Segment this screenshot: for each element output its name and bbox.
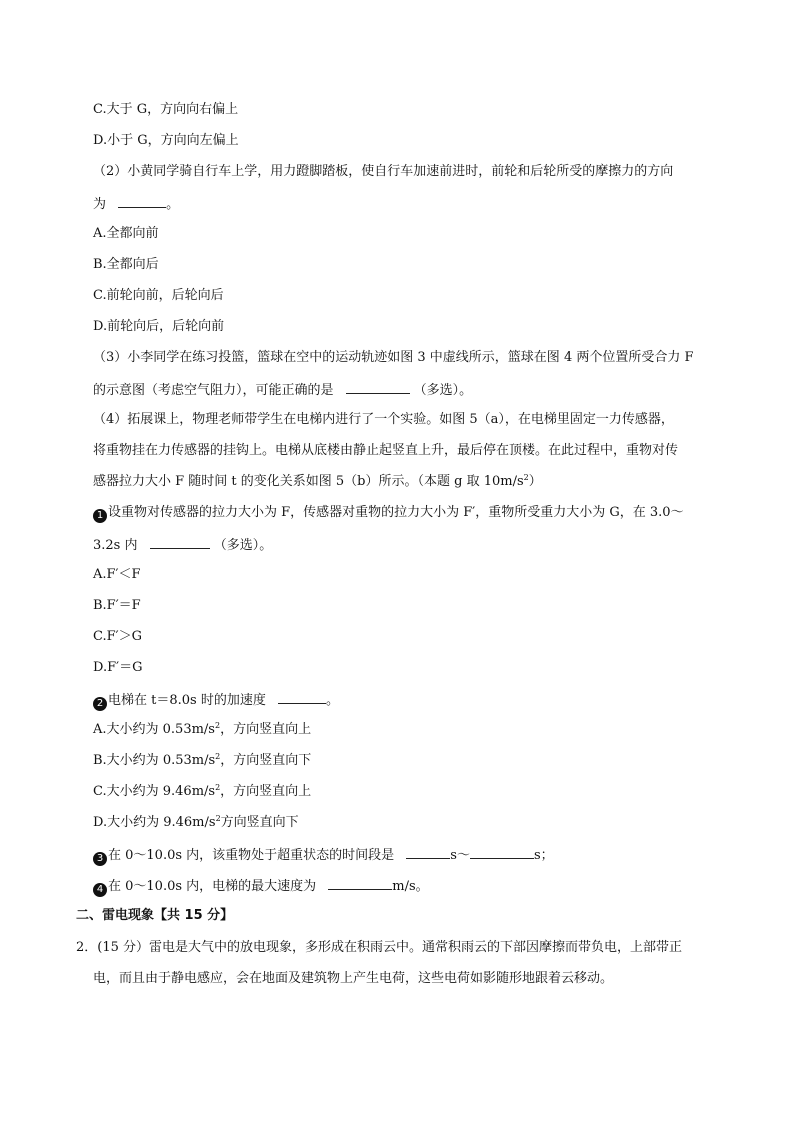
q4-sub2-a-post: ，方向竖直向上 bbox=[220, 722, 312, 737]
q4-sub2-option-d bbox=[93, 814, 299, 832]
q4-sub2-c-pre: C.大小约为 9.46m/s bbox=[93, 784, 216, 799]
q1-option-d: D.小于 G，方向向左偏上 bbox=[93, 133, 239, 148]
q4-sub1-line2 bbox=[93, 535, 272, 555]
q4-sub1-option-a: A.F′＜F bbox=[93, 567, 141, 582]
q4-sub2-c-sup: 2 bbox=[215, 783, 221, 792]
q4-sub2-post: 。 bbox=[325, 693, 339, 708]
q4-sub1-number: 1 bbox=[93, 509, 107, 523]
q2-answer-blank[interactable] bbox=[118, 194, 166, 208]
q4-sub2-option-b bbox=[93, 752, 311, 770]
q4-sub2-d-sup: 2 bbox=[215, 814, 221, 823]
q4-sub1-line1 bbox=[93, 504, 684, 523]
q2-option-a: A.全都向前 bbox=[93, 226, 159, 241]
q2-option-b: B.全都向后 bbox=[93, 257, 159, 272]
q4-sub3-answer-blank-end[interactable] bbox=[470, 845, 534, 859]
q2-stem-post: 。 bbox=[166, 197, 180, 212]
q4-sub2-number: 2 bbox=[93, 697, 107, 711]
section-heading: 二、雷电现象【共 15 分】 bbox=[76, 908, 234, 923]
q2-option-c: C.前轮向前，后轮向后 bbox=[93, 288, 224, 303]
q4-sub1-answer-blank[interactable] bbox=[150, 535, 210, 549]
q4-sub2-option-c bbox=[93, 783, 311, 801]
q4-sub3-post: s； bbox=[533, 848, 554, 863]
q4-sub2-b-post: ，方向竖直向下 bbox=[220, 753, 312, 768]
q3-stem-line2 bbox=[93, 380, 472, 400]
q1-option-c: C.大于 G，方向向右偏上 bbox=[93, 102, 239, 117]
q2-option-d: D.前轮向后，后轮向前 bbox=[93, 319, 225, 334]
q4-sub1-option-c: C.F′＞G bbox=[93, 629, 142, 644]
q2-stem-line1: （2）小黄同学骑自行车上学，用力蹬脚踏板，使自行车加速前进时，前轮和后轮所受的摩擦力的方向 bbox=[93, 164, 674, 179]
q4-sub2-d-post: 方向竖直向下 bbox=[220, 815, 299, 830]
q4-sub4-pre: 在 0～10.0s 内，电梯的最大速度为 bbox=[108, 879, 317, 894]
q4-stem-line2: 将重物挂在力传感器的挂钩上。电梯从底楼由静止起竖直上升，最后停在顶楼。在此过程中，重物对传 bbox=[93, 443, 679, 458]
q4-sub2-b-sup: 2 bbox=[215, 752, 221, 761]
q4-sub2-d-pre: D.大小约为 9.46m/s bbox=[93, 815, 216, 830]
q4-sub2-option-a bbox=[93, 721, 311, 739]
q4-sub1-line2-post: （多选）。 bbox=[213, 538, 273, 553]
q4-sub2-stem bbox=[93, 690, 339, 711]
q4-sub4-post: m/s。 bbox=[392, 879, 429, 894]
q4-sub2-a-sup: 2 bbox=[214, 721, 221, 730]
q2-section-line2: 电，而且由于静电感应，会在地面及建筑物上产生电荷，这些电荷如影随形地跟着云移动。 bbox=[93, 971, 614, 986]
q4-sub2-c-post: ，方向竖直向上 bbox=[220, 784, 312, 799]
q4-sub1-option-d: D.F′＝G bbox=[93, 660, 143, 675]
q4-sub2-a-pre: A.大小约为 0.53m/s bbox=[93, 722, 215, 737]
q4-sub3-answer-blank-start[interactable] bbox=[406, 845, 450, 859]
q3-stem-pre: 的示意图（考虑空气阻力），可能正确的是 bbox=[93, 383, 334, 398]
q4-sub3-number: 3 bbox=[93, 852, 107, 866]
q4-sub4-answer-blank[interactable] bbox=[328, 876, 392, 890]
q4-stem3-post: ） bbox=[528, 474, 542, 489]
q4-sub2-pre: 电梯在 t＝8.0s 时的加速度 bbox=[108, 693, 266, 708]
q4-sub1-text: 设重物对传感器的拉力大小为 F，传感器对重物的拉力大小为 F′，重物所受重力大小为 G，在 3.0～ bbox=[108, 505, 684, 520]
q2-section-line1: 2．(15 分）雷电是大气中的放电现象，多形成在积雨云中。通常积雨云的下部因摩擦而带负电，上部带正 bbox=[76, 940, 683, 955]
q4-stem3-sup: 2 bbox=[523, 473, 529, 482]
q3-stem-line1: （3）小李同学在练习投篮，篮球在空中的运动轨迹如图 3 中虚线所示，篮球在图 4 两个位置所受合力 F bbox=[93, 350, 694, 365]
q4-sub1-line2-pre: 3.2s 内 bbox=[93, 538, 138, 553]
q4-sub3-mid: s～ bbox=[450, 848, 470, 863]
q2-stem-pre: 为 bbox=[93, 197, 107, 212]
q4-sub2-answer-blank[interactable] bbox=[278, 690, 326, 704]
q4-sub2-b-pre: B.大小约为 0.53m/s bbox=[93, 753, 216, 768]
q4-sub4-number: 4 bbox=[93, 883, 107, 897]
q4-stem3-pre: 感器拉力大小 F 随时间 t 的变化关系如图 5（b）所示。（本题 g 取 10m/s bbox=[93, 474, 524, 489]
q4-sub3 bbox=[93, 845, 554, 866]
q3-stem-post: （多选）。 bbox=[413, 383, 473, 398]
q2-stem-line2 bbox=[93, 194, 179, 214]
q4-stem-line3 bbox=[93, 473, 542, 491]
q4-sub1-option-b: B.F′＝F bbox=[93, 598, 141, 613]
q3-answer-blank[interactable] bbox=[346, 380, 410, 394]
q4-sub3-pre: 在 0～10.0s 内，该重物处于超重状态的时间段是 bbox=[108, 848, 395, 863]
q4-sub4 bbox=[93, 876, 429, 897]
q4-stem-line1: （4）拓展课上，物理老师带学生在电梯内进行了一个实验。如图 5（a），在电梯里固定一力传感器， bbox=[93, 412, 674, 427]
